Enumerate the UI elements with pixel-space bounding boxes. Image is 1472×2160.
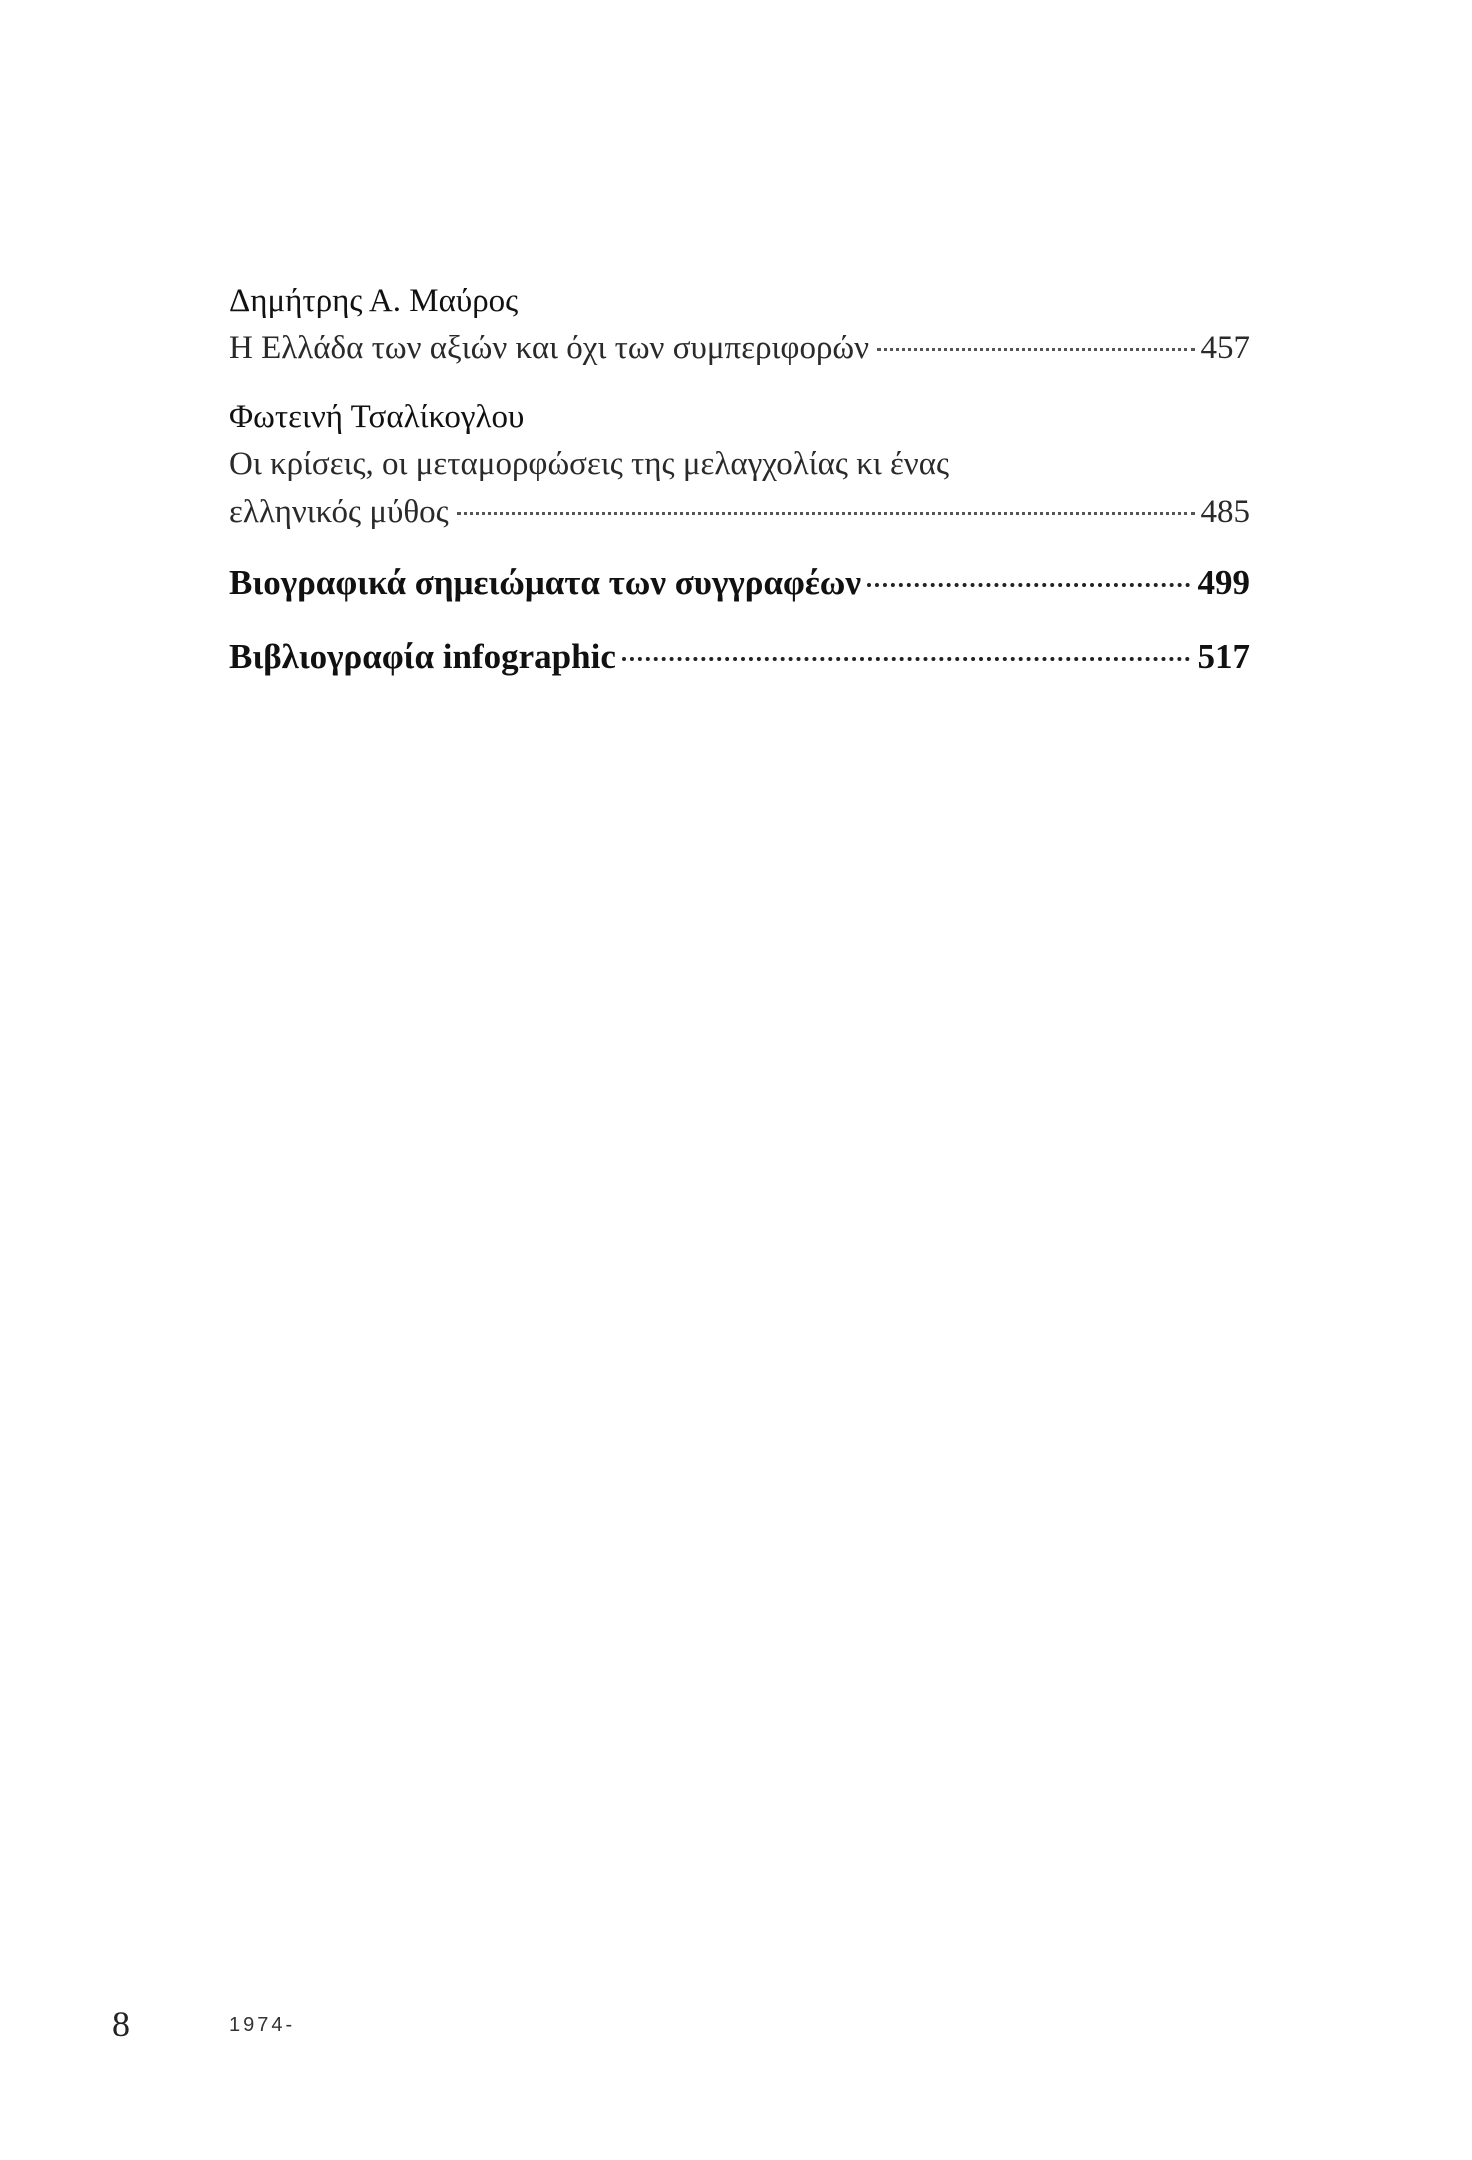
toc-section-bibliography[interactable] xyxy=(229,632,1250,682)
toc-entry xyxy=(229,394,1250,536)
toc-entry-page: 485 xyxy=(1200,494,1250,530)
toc-entry-line[interactable] xyxy=(229,324,1250,372)
toc-entry xyxy=(229,278,1250,372)
table-of-contents xyxy=(229,278,1250,682)
toc-entry-page: 457 xyxy=(1200,330,1250,366)
running-footer: 1974- xyxy=(229,2014,296,2036)
toc-section-page: 517 xyxy=(1197,637,1250,676)
toc-section-title: Βιογραφικά σημειώματα των συγγραφέων xyxy=(229,563,861,602)
dot-leader xyxy=(867,583,1190,587)
toc-entry-title-line1: Οι κρίσεις, οι μεταμορφώσεις της μελαγχολίας κι ένας xyxy=(229,446,950,482)
toc-entry-author: Φωτεινή Τσαλίκογλου xyxy=(229,399,525,435)
dot-leader xyxy=(877,348,1194,351)
page-number: 8 xyxy=(112,2004,130,2044)
toc-section-title: Βιβλιογραφία infographic xyxy=(229,637,616,676)
toc-entry-title: Η Ελλάδα των αξιών και όχι των συμπεριφορών xyxy=(229,330,870,366)
dot-leader xyxy=(457,512,1195,515)
toc-section-biographies[interactable] xyxy=(229,558,1250,608)
toc-entry-title-line2: ελληνικός μύθος xyxy=(229,494,449,530)
toc-entry-author: Δημήτρης Α. Μαύρος xyxy=(229,283,519,319)
dot-leader xyxy=(622,657,1190,661)
toc-section-page: 499 xyxy=(1197,563,1250,602)
toc-entry-line[interactable] xyxy=(229,488,1250,536)
